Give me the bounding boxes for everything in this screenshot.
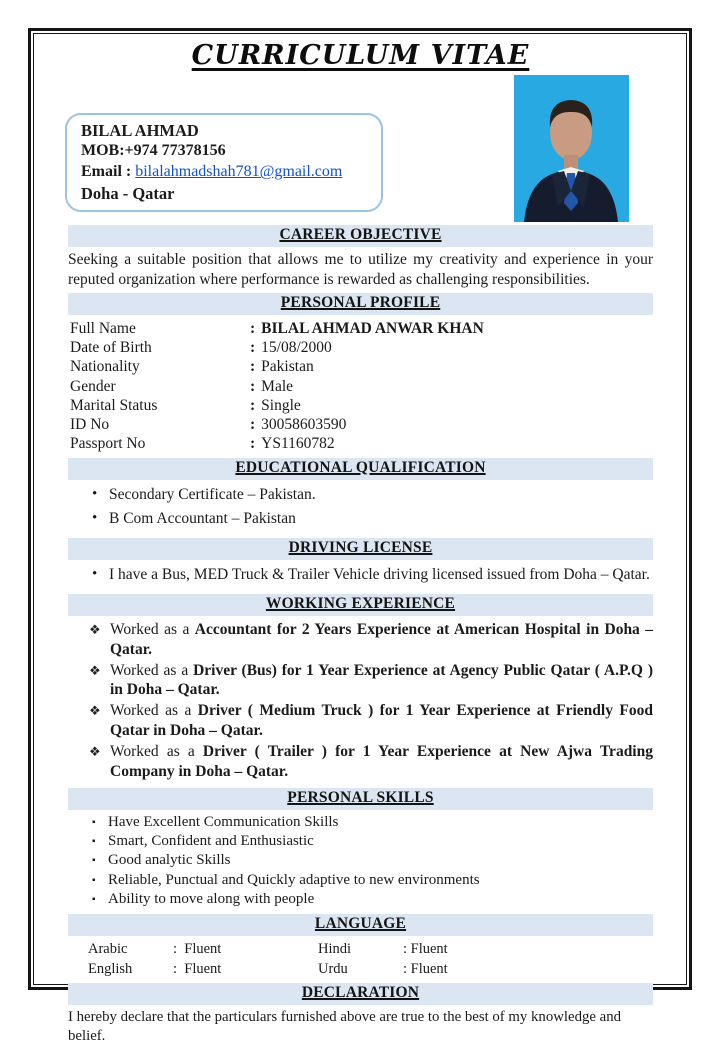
colon: : bbox=[250, 339, 256, 357]
personal-profile-table bbox=[68, 317, 653, 456]
section-heading-language: LANGUAGE bbox=[68, 914, 653, 936]
list-item: ▪ Reliable, Punctual and Quickly adaptive to new environments bbox=[92, 871, 480, 888]
language-row: Arabic : Fluent Hindi : Fluent bbox=[88, 941, 448, 958]
mobile-line bbox=[81, 141, 369, 162]
list-item: ❖ Worked as a Driver ( Trailer ) for 1 Year Experience at New Ajwa Trading Company in Doha – Qatar. bbox=[89, 742, 653, 780]
colon: : bbox=[250, 396, 256, 414]
page-title bbox=[68, 40, 653, 71]
contact-card bbox=[65, 113, 383, 212]
mobile-number: +974 77378156 bbox=[124, 142, 226, 160]
profile-row-dob: Date of Birth : 15/08/2000 bbox=[70, 339, 332, 357]
section-heading-driving-license: DRIVING LICENSE bbox=[68, 538, 653, 560]
list-item: ▪ Good analytic Skills bbox=[92, 852, 231, 869]
colon: : bbox=[250, 435, 256, 453]
colon: : bbox=[403, 960, 408, 977]
language-table bbox=[68, 938, 653, 981]
page-title-text: CURRICULUM VITAE bbox=[191, 40, 530, 71]
bullet-dot-icon: • bbox=[92, 565, 98, 582]
bullet-square-icon: ▪ bbox=[92, 893, 96, 905]
candidate-name: BILAL AHMAD bbox=[81, 121, 199, 140]
location-line: Doha - Qatar bbox=[81, 184, 175, 204]
colon: : bbox=[403, 941, 408, 958]
profile-row-nationality: Nationality : Pakistan bbox=[70, 358, 314, 376]
list-item: ▪ Smart, Confident and Enthusiastic bbox=[92, 832, 314, 849]
list-item: • Secondary Certificate – Pakistan. bbox=[92, 485, 653, 505]
education-list bbox=[68, 482, 653, 536]
list-item: ❖ Worked as a Driver (Bus) for 1 Year Experience at Agency Public Qatar ( A.P.Q ) in Doha – Qatar. bbox=[89, 661, 653, 699]
section-heading-personal-profile: PERSONAL PROFILE bbox=[68, 293, 653, 315]
profile-row-id-no: ID No : 30058603590 bbox=[70, 416, 347, 434]
language-row: English : Fluent Urdu : Fluent bbox=[88, 960, 448, 977]
profile-row-full-name: Full Name : BILAL AHMAD ANWAR KHAN bbox=[70, 320, 484, 338]
email-line bbox=[81, 162, 369, 183]
bullet-dot-icon: • bbox=[92, 485, 98, 502]
bullet-diamond-icon: ❖ bbox=[89, 621, 101, 637]
profile-row-gender: Gender : Male bbox=[70, 377, 294, 395]
bullet-dot-icon: • bbox=[92, 509, 98, 526]
section-heading-education: EDUCATIONAL QUALIFICATION bbox=[68, 458, 653, 480]
section-heading-career-objective: CAREER OBJECTIVE bbox=[68, 225, 653, 247]
bullet-square-icon: ▪ bbox=[92, 874, 96, 886]
section-heading-personal-skills: PERSONAL SKILLS bbox=[68, 788, 653, 810]
profile-row-marital-status: Marital Status : Single bbox=[70, 396, 301, 414]
section-heading-working-experience: WORKING EXPERIENCE bbox=[68, 594, 653, 616]
list-item: • I have a Bus, MED Truck & Trailer Vehicle driving licensed issued from Doha – Qatar. bbox=[92, 565, 653, 585]
career-objective-text: Seeking a suitable position that allows me to utilize my creativity and experience in your reputed organization where performance is rewarded as challenging responsibilities. bbox=[68, 251, 653, 288]
bullet-square-icon: ▪ bbox=[92, 835, 96, 847]
section-heading-declaration: DECLARATION bbox=[68, 983, 653, 1005]
list-item: • B Com Accountant – Pakistan bbox=[92, 509, 653, 529]
page-border-frame bbox=[28, 28, 692, 1045]
colon: : bbox=[250, 320, 256, 338]
person-portrait-icon bbox=[514, 75, 629, 222]
colon: : bbox=[250, 416, 256, 434]
profile-photo bbox=[514, 75, 629, 222]
list-item: ❖ Worked as a Accountant for 2 Years Experience at American Hospital in Doha – Qatar. bbox=[89, 620, 653, 658]
email-link[interactable]: bilalahmadshah781@gmail.com bbox=[135, 163, 343, 181]
list-item: ▪ Ability to move along with people bbox=[92, 890, 315, 907]
email-label: Email : bbox=[81, 163, 136, 181]
declaration-text: I hereby declare that the particulars furnished above are true to the best of my knowledge and belief. bbox=[68, 1009, 622, 1045]
colon: : bbox=[250, 358, 256, 376]
list-item: ❖ Worked as a Driver ( Medium Truck ) for 1 Year Experience at Friendly Food Qatar in Doha – Qatar. bbox=[89, 702, 653, 740]
bullet-diamond-icon: ❖ bbox=[89, 743, 101, 759]
profile-row-passport-no: Passport No : YS1160782 bbox=[70, 435, 335, 453]
personal-skills-list bbox=[68, 812, 653, 912]
bullet-diamond-icon: ❖ bbox=[89, 662, 101, 678]
driving-license-list bbox=[68, 562, 653, 592]
colon: : bbox=[173, 960, 178, 977]
bullet-square-icon: ▪ bbox=[92, 855, 96, 867]
colon: : bbox=[250, 377, 256, 395]
bullet-square-icon: ▪ bbox=[92, 816, 96, 828]
list-item: ▪ Have Excellent Communication Skills bbox=[92, 813, 339, 830]
working-experience-list bbox=[68, 618, 653, 786]
bullet-diamond-icon: ❖ bbox=[89, 703, 101, 719]
page-content bbox=[33, 33, 687, 1045]
header-row bbox=[68, 71, 653, 223]
colon: : bbox=[173, 941, 178, 958]
mobile-label: MOB: bbox=[81, 142, 125, 160]
